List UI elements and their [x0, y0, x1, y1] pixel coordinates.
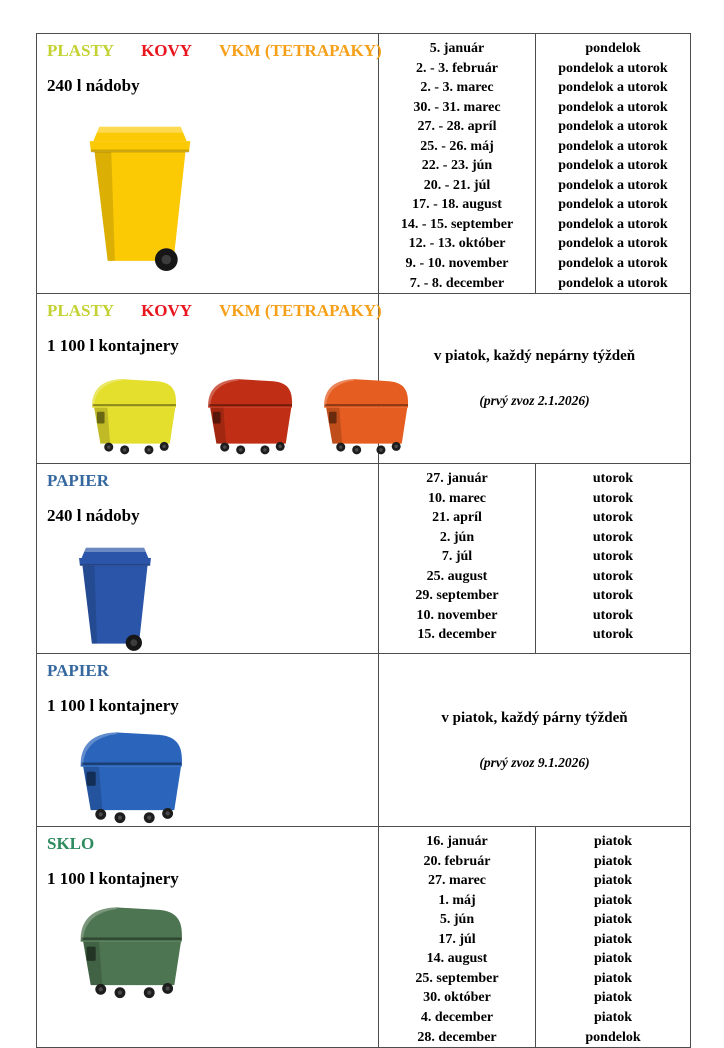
waste-container-1100l-icon: [67, 724, 193, 826]
schedule-day: pondelok a utorok: [558, 177, 668, 193]
schedule-day: utorok: [592, 588, 634, 604]
waste-type-word: VKM (TETRAPAKY): [219, 41, 382, 60]
schedule-date: 2. - 3. február: [415, 60, 499, 76]
waste-container-1100l-icon: [313, 372, 417, 457]
note-cell: [379, 294, 691, 464]
schedule-day: utorok: [592, 510, 634, 526]
waste-bin-240l-icon: [67, 540, 163, 653]
waste-type-cell: [37, 464, 379, 654]
container-size-label: 1 100 l kontajnery: [47, 869, 179, 889]
schedule-date: 14. august: [426, 951, 488, 967]
schedule-date: 4. december: [420, 1010, 494, 1026]
table-row-plasty-240: [37, 34, 691, 294]
note-cell: [379, 654, 691, 827]
schedule-day: pondelok: [585, 41, 641, 56]
schedule-date: 2. jún: [439, 529, 475, 545]
container-size-label: 1 100 l kontajnery: [47, 336, 179, 356]
waste-type-title: [47, 301, 382, 321]
table-row-sklo-1100: [37, 827, 691, 1048]
schedule-date: 7. - 8. december: [409, 275, 505, 291]
schedule-day: piatok: [593, 970, 633, 986]
waste-type-cell: [37, 34, 382, 294]
schedule-date: 17. júl: [438, 931, 476, 947]
schedule-day: piatok: [593, 834, 633, 850]
waste-container-1100l-icon: [197, 372, 301, 457]
days-column-cell: [536, 34, 691, 294]
schedule-day: utorok: [592, 627, 634, 643]
schedule-day: pondelok a utorok: [558, 80, 668, 96]
schedule-day: pondelok a utorok: [558, 256, 668, 272]
schedule-date: 5. január: [429, 41, 485, 56]
schedule-day: utorok: [592, 607, 634, 623]
bin-image-area: [67, 540, 368, 653]
schedule-day: pondelok a utorok: [558, 99, 668, 115]
waste-type-word: PLASTY: [47, 301, 115, 321]
dates-column-cell: [379, 827, 536, 1048]
schedule-date: 29. september: [415, 588, 499, 604]
schedule-date: 27. január: [426, 471, 488, 487]
schedule-date: 20. - 21. júl: [423, 177, 491, 193]
schedule-date: 20. február: [423, 853, 491, 869]
schedule-day: piatok: [593, 892, 633, 908]
table-row-papier-240: [37, 464, 691, 654]
schedule-date: 25. - 26. máj: [420, 138, 494, 154]
first-collection-note: (prvý zvoz 2.1.2026): [479, 393, 590, 409]
bin-image-area: [67, 724, 368, 826]
waste-container-1100l-icon: [81, 372, 185, 457]
dates-column-cell: [379, 34, 536, 294]
waste-container-1100l-icon: [67, 899, 193, 1001]
schedule-day: pondelok a utorok: [558, 119, 668, 135]
bin-image-area: [81, 372, 368, 457]
schedule-date: 27. - 28. apríl: [417, 119, 497, 135]
bin-image-area: [73, 116, 368, 274]
schedule-date: 25. august: [426, 568, 488, 584]
schedule-day: pondelok a utorok: [558, 197, 668, 213]
schedule-date: 10. november: [416, 607, 498, 623]
schedule-date: 21. apríl: [432, 510, 482, 526]
waste-type-word: PLASTY: [47, 41, 115, 60]
schedule-date: 22. - 23. jún: [421, 158, 493, 174]
table-row-plasty-1100: [37, 294, 691, 464]
waste-type-title: [47, 471, 368, 491]
schedule-date: 15. december: [417, 627, 497, 643]
schedule-day: piatok: [593, 853, 633, 869]
schedule-date: 7. júl: [441, 549, 473, 565]
schedule-date: 27. marec: [427, 873, 487, 889]
schedule-date: 10. marec: [427, 490, 487, 506]
schedule-date: 30. október: [423, 990, 491, 1006]
schedule-date: 1. máj: [438, 892, 476, 908]
schedule-date: 25. september: [415, 970, 499, 986]
first-collection-note: (prvý zvoz 9.1.2026): [479, 754, 590, 770]
schedule-date: 5. jún: [439, 912, 475, 928]
waste-type-title: [47, 834, 368, 854]
dates-column-cell: [379, 464, 536, 654]
schedule-day: utorok: [592, 568, 634, 584]
waste-type-cell: [37, 294, 382, 464]
bin-image-area: [67, 899, 368, 1001]
waste-type-word: SKLO: [47, 834, 95, 854]
schedule-day: piatok: [593, 1010, 633, 1026]
schedule-date: 30. - 31. marec: [413, 99, 501, 115]
schedule-date: 12. - 13. október: [408, 236, 506, 252]
schedule-day: utorok: [592, 490, 634, 506]
schedule-date: 9. - 10. november: [405, 256, 509, 272]
schedule-day: utorok: [592, 549, 634, 565]
schedule-day: piatok: [593, 873, 633, 889]
schedule-day: pondelok a utorok: [558, 138, 668, 154]
schedule-day: utorok: [592, 471, 634, 487]
schedule-date: 17. - 18. august: [412, 197, 502, 213]
collection-note: v piatok, každý párny týždeň: [441, 709, 628, 726]
container-size-label: 1 100 l kontajnery: [47, 696, 179, 716]
waste-type-word: VKM (TETRAPAKY): [219, 301, 382, 321]
waste-type-cell: [37, 654, 379, 827]
waste-type-word: PAPIER: [47, 661, 110, 681]
waste-type-title: [47, 41, 382, 61]
schedule-day: piatok: [593, 912, 633, 928]
schedule-date: 14. - 15. september: [400, 216, 514, 232]
days-column-cell: [536, 464, 691, 654]
container-size-label: 240 l nádoby: [47, 76, 140, 95]
schedule-day: pondelok: [585, 1029, 641, 1045]
collection-note: v piatok, každý nepárny týždeň: [433, 348, 636, 365]
schedule-day: pondelok a utorok: [558, 275, 668, 291]
schedule-date: 28. december: [417, 1029, 497, 1045]
waste-type-word: KOVY: [141, 41, 193, 60]
waste-type-word: KOVY: [141, 301, 193, 321]
schedule-day: pondelok a utorok: [558, 60, 668, 76]
schedule-date: 16. január: [426, 834, 488, 850]
schedule-day: piatok: [593, 931, 633, 947]
waste-type-cell: [37, 827, 379, 1048]
days-column-cell: [536, 827, 691, 1048]
schedule-day: piatok: [593, 990, 633, 1006]
waste-type-title: [47, 661, 368, 681]
schedule-day: pondelok a utorok: [558, 216, 668, 232]
waste-bin-240l-icon: [73, 116, 207, 274]
table-row-papier-1100: [37, 654, 691, 827]
container-size-label: 240 l nádoby: [47, 506, 140, 526]
schedule-date: 2. - 3. marec: [420, 80, 494, 96]
schedule-day: pondelok a utorok: [558, 158, 668, 174]
schedule-day: utorok: [592, 529, 634, 545]
collection-schedule-table: [36, 33, 691, 1048]
waste-type-word: PAPIER: [47, 471, 110, 491]
schedule-day: piatok: [593, 951, 633, 967]
schedule-day: pondelok a utorok: [558, 236, 668, 252]
